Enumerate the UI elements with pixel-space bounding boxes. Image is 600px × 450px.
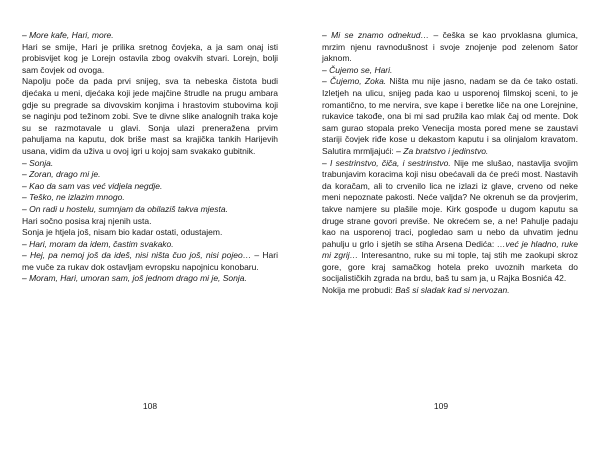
text-segment: Nije me slušao, nastavlja svojim trabunjavim koracima koji nisu obećavali da će preći most. Nastavih da koračam, ali to crvenilo lica ne izlazi iz glave, crveno od neke meni nepoznate pakosti. Neće valjda? Ne okrenuh se da provjerim, takve namjere su plašile moje. Kirk gospođe u dugom kaputu sa druge strane govori previše. Ne okrećem se, a ne! Pahulje padaju kao na usporenoj traci, pogledao sam u nebo da uhvatim jednu pahulju u grlo i sjetih se stiha Arsena Dedića: [322,157,578,249]
paragraph [322,76,578,157]
paragraph: – Moram, Hari, umoran sam, još jednom drago mi je, Sonja. [22,273,247,284]
paragraph [322,30,578,65]
paragraph: – More kafe, Hari, more. [22,30,114,40]
paragraph [322,158,578,286]
paragraph [22,250,278,273]
paragraph: – Sonja. [22,157,54,168]
paragraph: – Zoran, drago mi je. [22,169,101,180]
text-segment: Baš si sladak kad si nervozan. [392,285,510,296]
paragraph: Hari sočno posisa kraj njenih usta. [22,215,152,226]
text-segment: Interesantno, ruke su mi tople, taj stih me zaokupi skroz gore, gore kraj samačkog hotela preko uvoznih marketa do socijalističkih zgrada na brdu, baš tu sam ja, u Rajka Bosnića 42. [322,250,578,284]
paragraph: Sonja je htjela još, nisam bio kadar ostati, odustajem. [22,227,223,238]
paragraph: Napolju poče da pada prvi snijeg, sva ta nebeska čistota budi djećaka u meni, djećaka koji jede majčine štrudle na prugu ambara gdje su pregrade sa divovskim konjima i hrastovim stubovima koji se naginju pod težinom zobi. Sve te divne slike analognih traka koje su se razmotavale u glavi. Sonja ulazi preneražena prvim pahuljama na kaputu, dok briše mast sa krajička tankih Harijevih usana, vidim da uživa u ovoj igri u kojoj sam svakako gubitnik. [22,76,278,156]
paragraph: – Kao da sam vas već vidjela negdje. [22,180,163,191]
paragraph: – On radi u hostelu, sumnjam da obilaziš takva mjesta. [22,203,228,214]
text-segment: Ništa mu nije jasno, nadam se da će tako ostati. Izletjeh na ulicu, snijeg pada kao u usporenoj filmskoj sceni, to je romantično, to me nervira, sve kape i beretke liče na one Lorejnine, rukavice takođe, ona bi mi sad pružila kao mlak čaj od mente. Dok sam gurao stopala preko Venecija mosta pored mene se zaustavi stariji čovjek riđe kose u dekastom kaputu i sa olinjalom kravatom. Salutira mrmljajući: [322,76,578,156]
paragraph: Hari se smije, Hari je prilika sretnog čovjeka, a ja sam onaj isti probisvijet kog je Lorejn ostavila zbog ovakvih stvari. Lorejn, bolji sam čovjek od ovoga. [22,41,278,75]
paragraph [322,285,578,297]
left-page [22,30,278,285]
text-segment: – Hej, pa nemoj još da ideš, nisi ništa čuo još, nisi pojeo… [22,250,252,261]
paragraph: – Hari, moram da idem, častim svakako. [22,238,174,249]
text-segment: …već je hladno, ruke mi zgrij… [322,238,579,261]
text-segment: – Hari me vuče za rukav dok ostavljam evropsku napojnicu konobaru. [22,250,278,272]
text-segment: – I sestrinstvo, čiča, i sestrinstvo. [322,157,451,168]
left-page-number: 108 [142,401,158,411]
text-segment: – Za bratstvo i jedinstvo. [393,145,489,156]
text-segment: – Čujemo, Zoka. [322,76,387,87]
right-page-number: 109 [433,401,449,411]
text-segment: – Mi se znamo odnekud… [322,30,430,40]
paragraph: – Čujemo se, Hari. [322,64,393,75]
text-segment: Nokija me probudi: [322,285,393,296]
paragraph: – Teško, ne izlazim mnogo. [22,192,125,203]
right-page [322,30,578,297]
text-segment: – češka se kao prvoklasna glumica, mrzim njenu ravnodušnost i svoje znojenje pod zelenom šator jaknom. [322,30,578,64]
